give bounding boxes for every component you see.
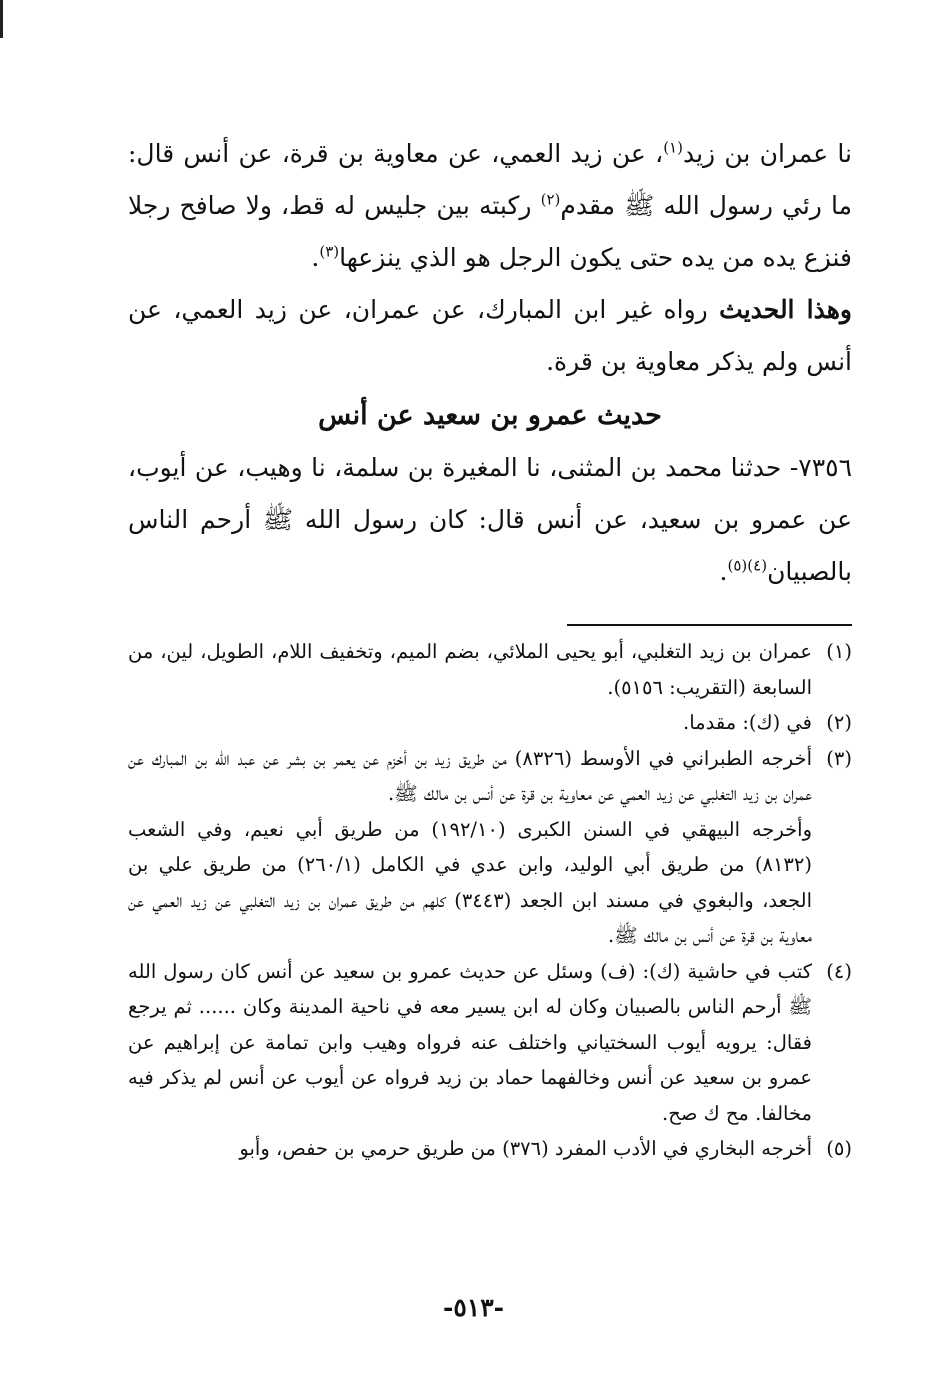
main-paragraph-2: وهذا الحديث رواه غير ابن المبارك، عن عمران، عن زيد العمي، عن أنس ولم يذكر معاوية بن قرة.	[128, 295, 853, 376]
footnote-item	[128, 705, 852, 741]
footnote-item	[128, 954, 852, 1132]
footnote-paragraph: عمران بن زيد التغلبي، أبو يحيى الملائي، بضم الميم، وتخفيف اللام، الطويل، لين، من السابعة (التقريب: ٥١٥٦).	[128, 640, 812, 699]
footnote-text	[128, 954, 812, 1132]
footnote-text	[128, 705, 812, 741]
footnote-ref-3[interactable]: (٣)	[319, 242, 340, 261]
footnote-number: (٢)	[826, 711, 852, 734]
footnote-paragraph: أخرجه الطبراني في الأوسط (٨٣٢٦) من طريق زيد بن أخزم عن يعمر بن بشر عن عبد الله بن المبارك عن عمران بن زيد التغلبي عن زيد العمي عن معاوية بن قرة عن أنس بن مالك ﷺ.	[128, 746, 813, 805]
footnote-number: (٣)	[826, 746, 852, 770]
footnote-item	[128, 634, 852, 705]
footnote-paragraph: أخرجه البخاري في الأدب المفرد (٣٧٦) من طريق حرمي بن حفص، وأبو	[239, 1137, 812, 1160]
main-paragraph-1: نا عمران بن زيد$^{(١)}$، عن زيد العمي، عن معاوية بن قرة، عن أنس قال: ما رئي رسول الله ﷺ مقدم$^{(٢)}$ ركبته بين جليس له قط، ولا صافح رجلا فنزع يده من يده حتى يكون الرجل هو الذي ينزعها$^{(٣)}$.	[128, 138, 853, 272]
footnote-ref-1[interactable]: (١)	[663, 138, 683, 157]
footnote-text	[128, 741, 812, 954]
footnote-number: (٤)	[826, 959, 852, 983]
footnote-ref-2[interactable]: (٢)	[540, 190, 561, 209]
footnote-paragraph: في (ك): مقدما.	[683, 711, 812, 734]
footnote-item	[128, 1131, 852, 1167]
footnote-paragraph: وأخرجه البيهقي في السنن الكبرى (١٩٢/١٠) من طريق أبي نعيم، وفي الشعب (٨١٣٢) من طريق أبي الوليد، وابن عدي في الكامل (٢٦٠/١) من طريق علي بن الجعد، والبغوي في مسند ابن الجعد (٣٤٤٣) كلهم من طريق عمران بن زيد التغلبي عن زيد العمي عن معاوية بن قرة عن أنس بن مالك ﷺ.	[128, 817, 812, 947]
footnote-text	[128, 634, 812, 705]
scan-edge-mark	[0, 0, 3, 38]
footnote-number: (١)	[826, 640, 852, 663]
footnote-separator	[567, 624, 852, 626]
bold-phrase: وهذا الحديث	[719, 295, 853, 324]
footnote-separator-wrap	[128, 598, 852, 634]
section-title: حديث عمرو بن سعيد عن أنس	[318, 400, 662, 431]
page-body	[128, 128, 852, 1167]
footnote-number: (٥)	[826, 1137, 852, 1160]
footnotes	[128, 634, 852, 1167]
footnote-text	[128, 1131, 812, 1167]
footnote-paragraph: كتب في حاشية (ك): (ف) وسئل عن حديث عمرو بن سعيد عن أنس كان رسول الله ﷺ أرحم الناس بالصبيان وكان له ابن يسير معه في ناحية المدينة وكان ...... ثم يرجع فقال: يرويه أيوب السختياني واختلف عنه فرواه وهيب وابن تمامة عن إبراهيم عن عمرو بن سعيد عن أنس وخالفهما حماد بن زيد فرواه عن أيوب عن أنس لم يذكر فيه مخالفا. مح ك صح.	[128, 959, 812, 1125]
hadith-paragraph: ٧٣٥٦- حدثنا محمد بن المثنى، نا المغيرة بن سلمة، نا وهيب، عن أيوب، عن عمرو بن سعيد، عن أنس قال: كان رسول الله ﷺ أرحم الناس بالصبيان$^{(٤)(٥)}$.	[128, 453, 852, 586]
main-text	[128, 128, 852, 598]
footnote-item	[128, 741, 852, 954]
footnote-ref-4-5[interactable]: (٤)(٥)	[727, 556, 768, 575]
page-number: -٥١٣-	[442, 1293, 505, 1322]
